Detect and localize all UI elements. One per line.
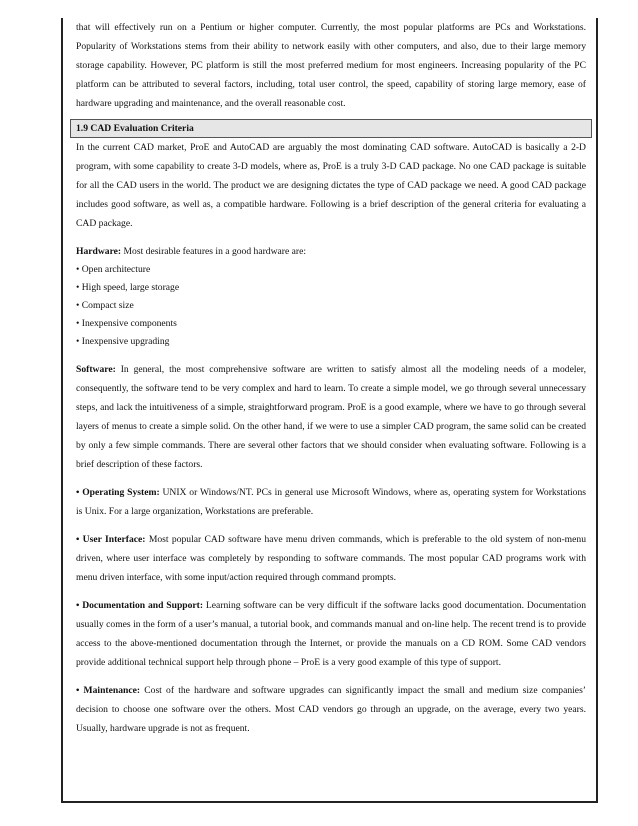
user-interface-paragraph bbox=[76, 530, 586, 587]
section-heading: 1.9 CAD Evaluation Criteria bbox=[76, 123, 194, 134]
hardware-text: Most desirable features in a good hardware are: bbox=[121, 246, 306, 257]
list-item: • Inexpensive upgrading bbox=[76, 336, 170, 347]
documentation-label: • Documentation and Support: bbox=[76, 600, 204, 611]
software-paragraph bbox=[76, 360, 586, 474]
section-paragraph: In the current CAD market, ProE and AutoCAD are arguably the most dominating CAD software. AutoCAD is basically a 2-D program, with some capability to create 3-D models, where as, ProE is a truly 3-D CAD package. No one CAD package is suitable for all the CAD users in the world. The product we are designing dictates the type of CAD package we need. A good CAD package includes good software, as well as, a compatible hardware. Following is a brief description of the general criteria for evaluating a CAD package. bbox=[76, 142, 586, 229]
section-heading-box bbox=[70, 119, 592, 138]
list-item: • Inexpensive components bbox=[76, 318, 177, 329]
maintenance-paragraph bbox=[76, 681, 586, 738]
operating-system-label: • Operating System: bbox=[76, 487, 160, 498]
hardware-list bbox=[76, 261, 586, 351]
software-text: In general, the most comprehensive software are written to satisfy almost all the modeling needs of a modeler, consequently, the software tend to be very complex and hard to learn. To create a simple model, we go through several unnecessary steps, and lack the intuitiveness of a simple, straightforward program. ProE is a good example, where we have to go through several layers of menus to create a simple solid. On the other hand, if we were to use a simpler CAD program, the same solid can be created by only a few simple commands. There are several other factors that we should consider when evaluating software. Following is a brief description of these factors. bbox=[76, 364, 586, 470]
maintenance-label: • Maintenance: bbox=[76, 685, 141, 696]
maintenance-text: Cost of the hardware and software upgrades can significantly impact the small and medium size companies’ decision to choose one software over the others. Most CAD vendors go through an upgrade, on the average, every two years. Usually, hardware upgrade is not as frequent. bbox=[76, 685, 586, 734]
list-item: • Compact size bbox=[76, 300, 134, 311]
list-item: • Open architecture bbox=[76, 264, 151, 275]
list-item: • High speed, large storage bbox=[76, 282, 180, 293]
documentation-paragraph bbox=[76, 596, 586, 672]
operating-system-paragraph bbox=[76, 483, 586, 521]
user-interface-label: • User Interface: bbox=[76, 534, 146, 545]
hardware-paragraph bbox=[76, 242, 586, 261]
user-interface-text: Most popular CAD software have menu driven commands, which is preferable to the old system of non-menu driven, where user interface was completely by responding to software commands. The most popular CAD programs work with menu driven interface, with some input/action required through command prompts. bbox=[76, 534, 586, 583]
page-content bbox=[76, 18, 586, 738]
intro-paragraph: that will effectively run on a Pentium or higher computer. Currently, the most popular platforms are PCs and Workstations. Popularity of Workstations stems from their ability to network easily with other computers, and also, due to their large memory storage capability. However, PC platform is still the most preferred medium for most engineers. Increasing popularity of the PC platform can be attributed to several factors, including, total user control, the speed, capability of storing large memory, ease of hardware upgrading and maintenance, and the overall reasonable cost. bbox=[76, 22, 586, 109]
hardware-label: Hardware: bbox=[76, 246, 122, 257]
software-label: Software: bbox=[76, 364, 116, 375]
operating-system-text: UNIX or Windows/NT. PCs in general use Microsoft Windows, where as, operating system for Workstations is Unix. For a large organization, Workstations are preferable. bbox=[76, 487, 586, 517]
documentation-text: Learning software can be very difficult if the software lacks good documentation. Documentation usually comes in the form of a user’s manual, a tutorial book, and commands manual and on-line help. The recent trend is to provide access to the above-mentioned documentation through the Internet, or provide the manuals on a CD ROM. Some CAD vendors provide additional technical support help through phone – ProE is a very good example of this type of support. bbox=[76, 600, 586, 668]
page-border bbox=[61, 18, 598, 803]
